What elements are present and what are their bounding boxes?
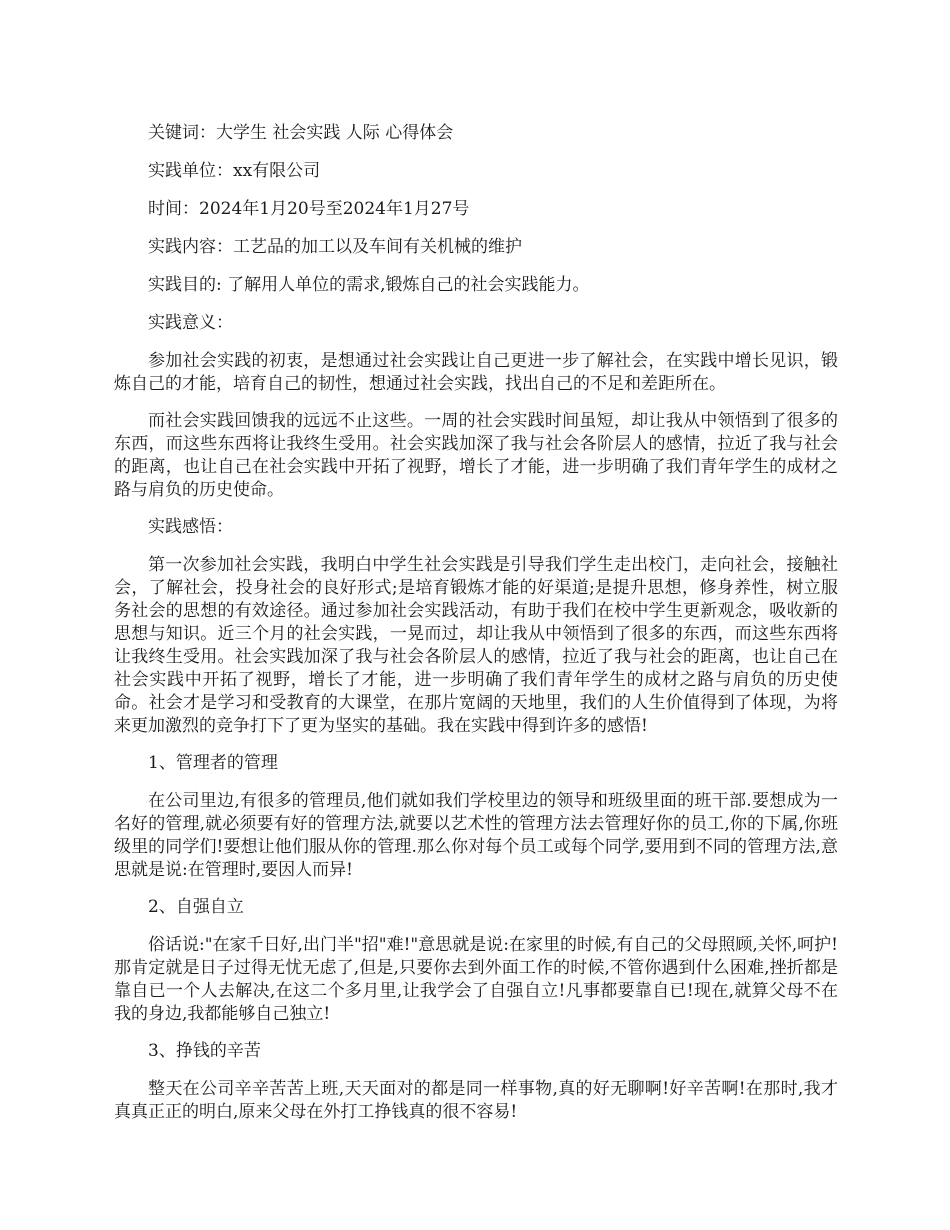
section-heading-management: 1、管理者的管理 [148,753,278,773]
practice-insight-heading: 实践感悟： [148,517,233,537]
body-paragraph: 而社会实践回馈我的远远不止这些。一周的社会实践时间虽短，却让我从中领悟到了很多的东西，而这些东西将让我终生受用。社会实践加深了我与社会各阶层人的感情，拉近了我与社会的距离，也让自己在社会实践中开拓了视野，增长了才能，进一步明确了我们青年学生的成材之路与肩负的历史使命。 [114,411,838,500]
practice-purpose-line: 实践目的: 了解用人单位的需求,锻炼自己的社会实践能力。 [148,275,590,295]
document-body [114,122,838,1138]
practice-content-line: 实践内容：工艺品的加工以及车间有关机械的维护 [148,237,522,257]
body-paragraph: 俗话说:"在家千日好,出门半"招"难!"意思就是说:在家里的时候,有自己的父母照顾,关怀,呵护!那肯定就是日子过得无忧无虑了,但是,只要你去到外面工作的时候,不管你遇到什么困难,挫折都是靠自已一个人去解决,在这二个多月里,让我学会了自强自立!凡事都要靠自已!现在,就算父母不在我的身边,我都能够自己独立! [114,935,839,1024]
body-paragraph: 在公司里边,有很多的管理员,他们就如我们学校里边的领导和班级里面的班干部.要想成为一名好的管理,就必须要有好的管理方法,就要以艺术性的管理方法去管理好你的员工,你的下属,你班级里的同学们!要想让他们服从你的管理.那么你对每个员工或每个同学,要用到不同的管理方法,意思就是说:在管理时,要因人而异! [114,791,838,880]
practice-time-line: 时间：2024年1月20号至2024年1月27号 [148,199,470,219]
section-heading-self-reliance: 2、自强自立 [148,897,244,917]
body-paragraph: 第一次参加社会实践，我明白中学生社会实践是引导我们学生走出校门，走向社会，接触社会，了解社会，投身社会的良好形式;是培育锻炼才能的好渠道;是提升思想，修身养性，树立服务社会的思想的有效途径。通过参加社会实践活动，有助于我们在校中学生更新观念，吸收新的思想与知识。近三个月的社会实践，一晃而过，却让我从中领悟到了很多的东西，而这些东西将让我终生受用。社会实践加深了我与社会各阶层人的感情，拉近了我与社会的距离，也让自己在社会实践中开拓了视野，增长了才能，进一步明确了我们青年学生的成材之路与肩负的历史使命。社会才是学习和受教育的大课堂，在那片宽阔的天地里，我们的人生价值得到了体现，为将来更加激烈的竞争打下了更为坚实的基础。我在实践中得到许多的感悟! [114,555,838,736]
section-heading-earning-money: 3、挣钱的辛苦 [148,1041,261,1061]
practice-meaning-heading: 实践意义： [148,313,233,333]
body-paragraph: 整天在公司辛辛苦苦上班,天天面对的都是同一样事物,真的好无聊啊!好辛苦啊!在那时,我才真真正正的明白,原来父母在外打工挣钱真的很不容易! [114,1079,838,1122]
body-paragraph: 参加社会实践的初衷，是想通过社会实践让自己更进一步了解社会，在实践中增长见识，锻炼自己的才能，培育自己的韧性，想通过社会实践，找出自己的不足和差距所在。 [114,351,838,394]
keywords-line: 关键词：大学生 社会实践 人际 心得体会 [148,123,454,143]
practice-unit-line: 实践单位：xx有限公司 [148,161,321,181]
